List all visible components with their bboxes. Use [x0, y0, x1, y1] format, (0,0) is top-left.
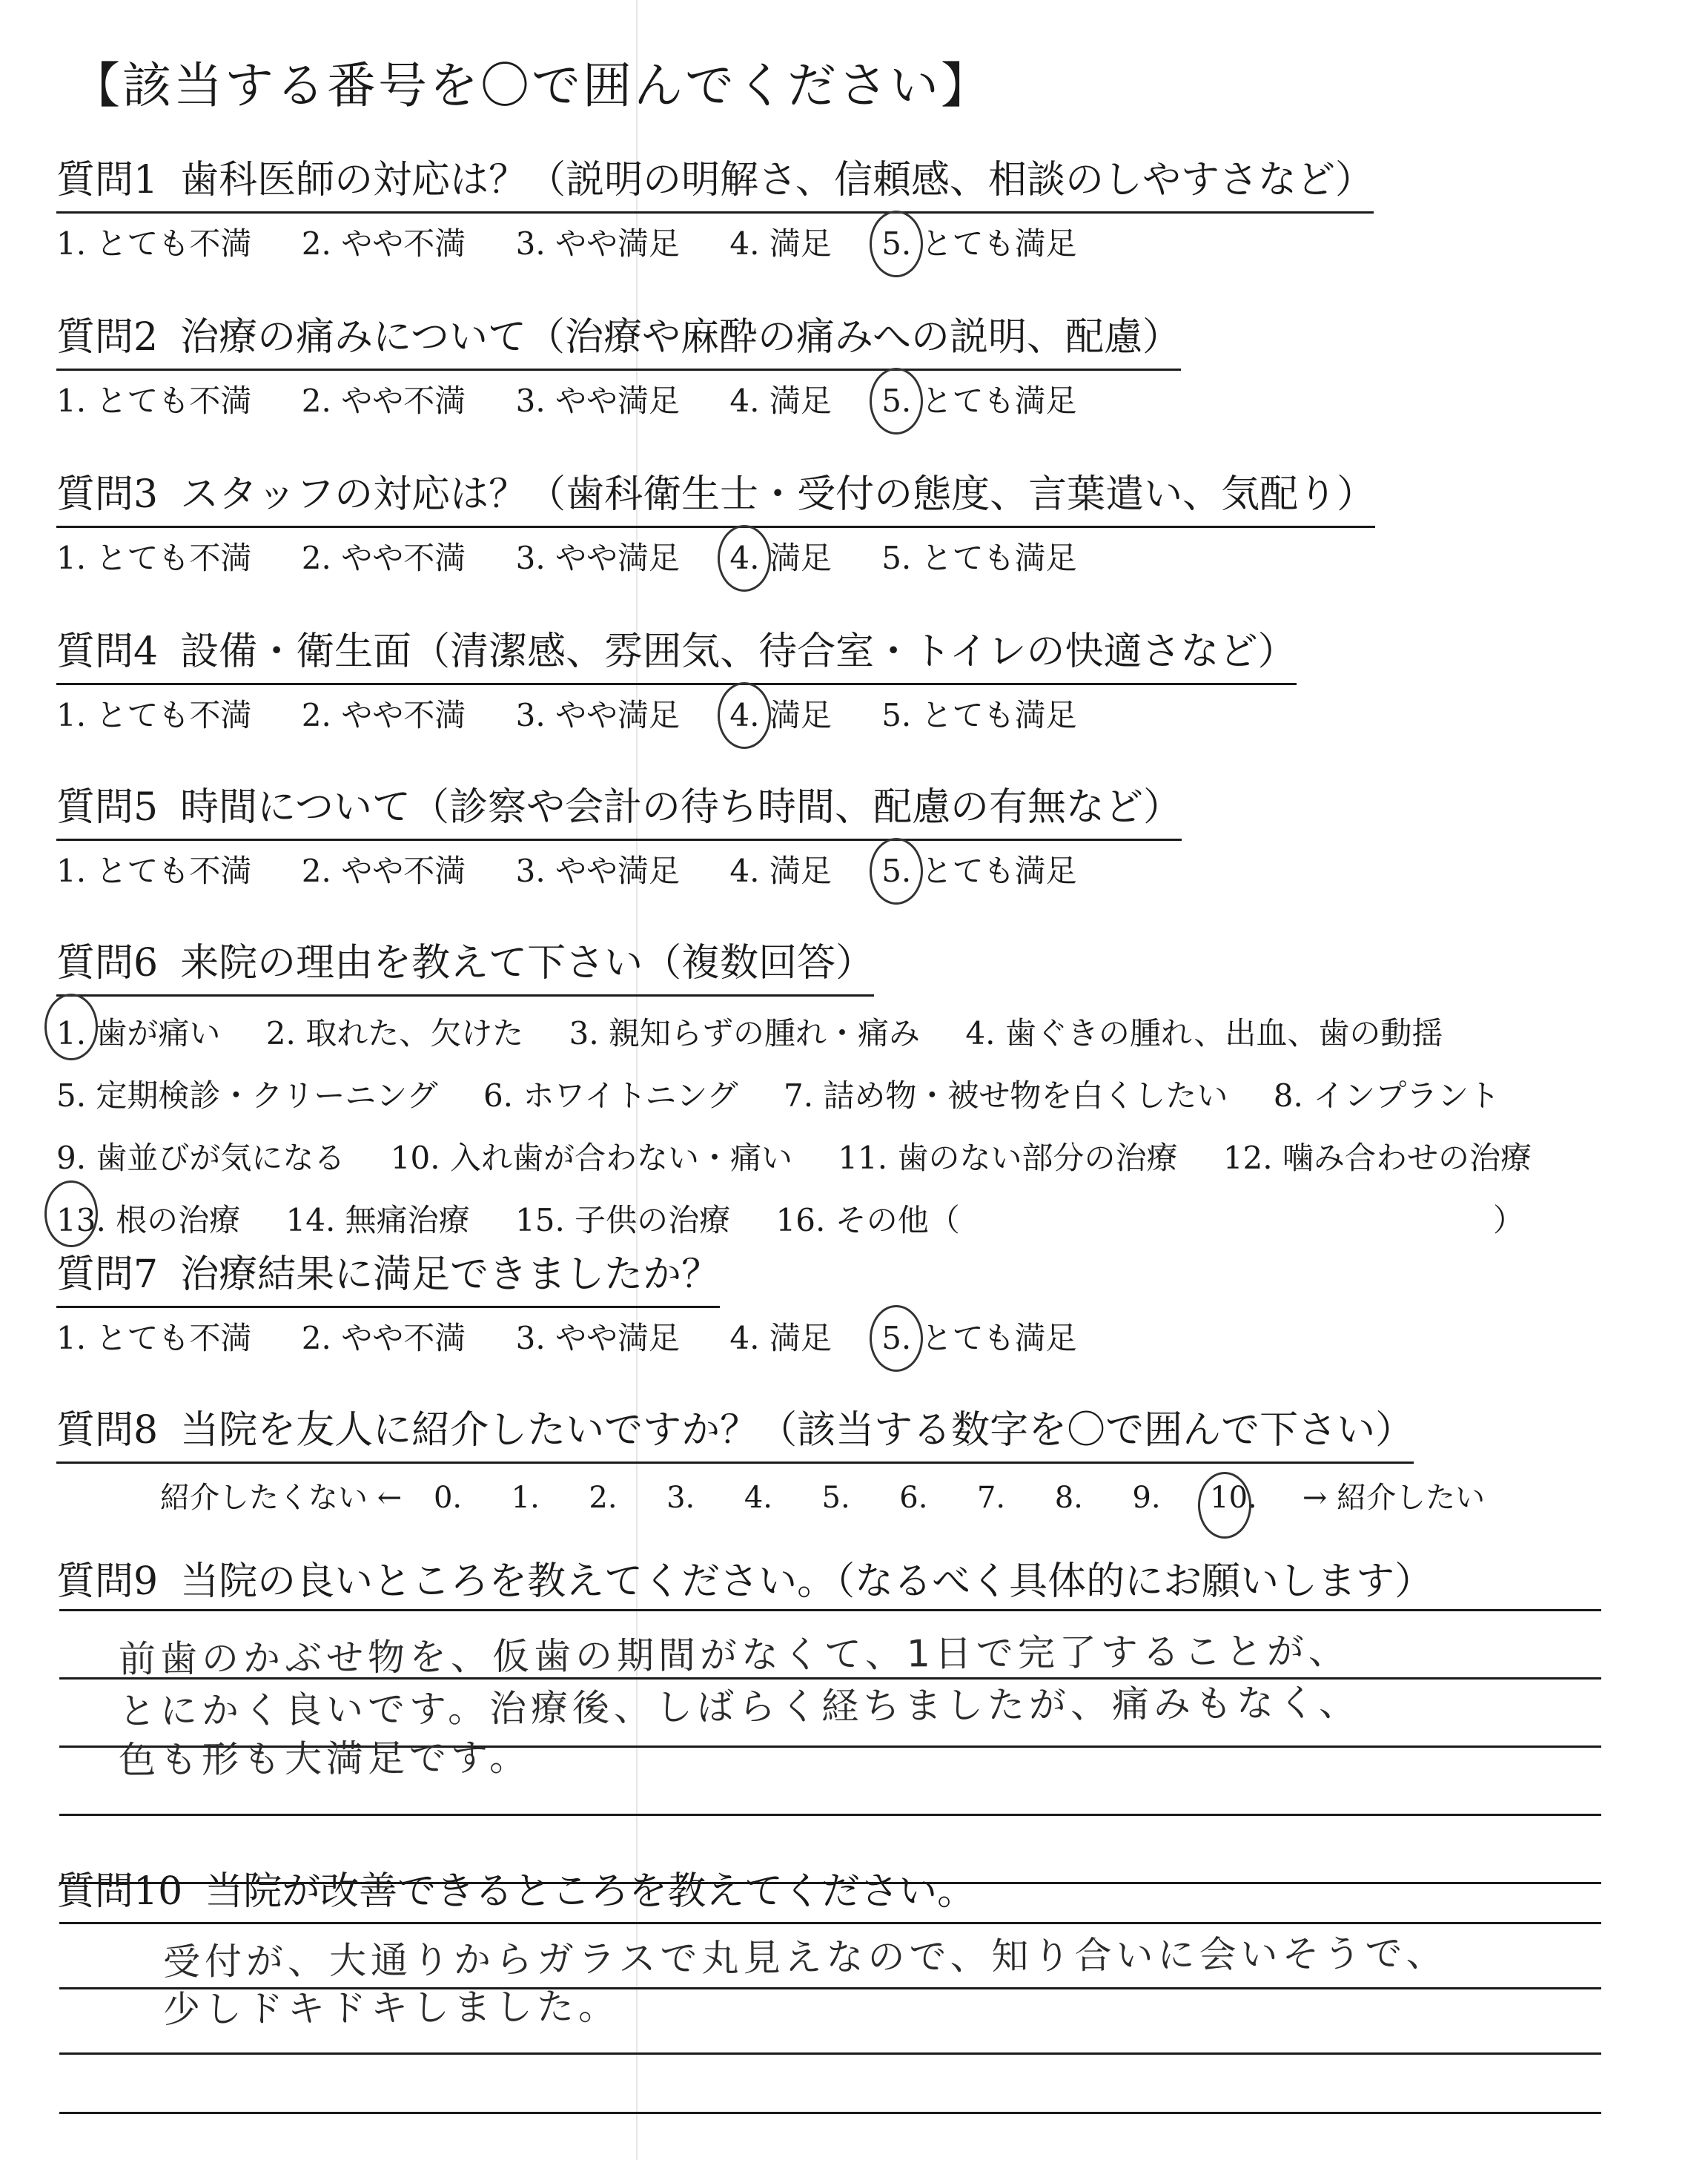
satisfaction-options: [56, 219, 1672, 264]
reason-option-14[interactable]: 14. 無痛治療: [285, 1202, 470, 1238]
question-text: 当院が改善できるところを教えてください。: [205, 1869, 976, 1914]
question-text: 歯科医師の対応は？（説明の明解さ、信頼感、相談のしやすさなど）: [180, 158, 1374, 202]
reason-option-12[interactable]: 12. 噛み合わせの治療: [1222, 1140, 1532, 1176]
option-5[interactable]: 5. とても満足: [881, 219, 1076, 264]
reason-option-8[interactable]: 8. インプラント: [1273, 1077, 1500, 1114]
option-3[interactable]: 3. やや満足: [515, 1320, 681, 1356]
option-3[interactable]: 3. やや満足: [515, 540, 681, 576]
question-number: 質問4: [56, 630, 159, 674]
option-1[interactable]: 1. とても不満: [56, 853, 252, 889]
question-number: 質問5: [56, 785, 159, 830]
question-heading: [56, 931, 874, 997]
scale-option-7[interactable]: 7.: [976, 1481, 1006, 1515]
option-1[interactable]: 1. とても不満: [56, 383, 252, 419]
option-3[interactable]: 3. やや満足: [515, 697, 681, 733]
reason-option-6[interactable]: 6. ホワイトニング: [483, 1077, 738, 1114]
question-heading: [56, 463, 1375, 528]
question-number: 質問9: [56, 1559, 159, 1604]
scale-option-1[interactable]: 1.: [511, 1481, 540, 1515]
question-heading: [56, 305, 1181, 371]
option-4[interactable]: 4. 満足: [729, 853, 832, 889]
question-text: 治療結果に満足できましたか？: [180, 1252, 721, 1297]
handwritten-answer-line: 色も形も大満足です。: [118, 1736, 532, 1782]
question-heading: [56, 776, 1182, 841]
question-text: 時間について（診察や会計の待ち時間、配慮の有無など）: [180, 785, 1182, 830]
question-6: [56, 931, 1672, 1252]
option-3[interactable]: 3. やや満足: [515, 225, 681, 262]
reason-option-7[interactable]: 7. 詰め物・被せ物を白くしたい: [783, 1077, 1228, 1114]
question-heading: [56, 1398, 1414, 1464]
reason-option-3[interactable]: 3. 親知らずの腫れ・痛み: [569, 1015, 921, 1051]
reason-option-2[interactable]: 2. 取れた、欠けた: [265, 1015, 524, 1051]
ruled-line: [59, 2052, 1601, 2055]
reason-row: [56, 1003, 1672, 1065]
question-heading: [56, 148, 1374, 214]
option-5[interactable]: 5. とても満足: [881, 1314, 1076, 1358]
reason-row: [56, 1127, 1672, 1189]
option-2[interactable]: 2. やや不満: [301, 225, 466, 262]
scale-option-3[interactable]: 3.: [666, 1481, 695, 1515]
question-number: 質問6: [56, 941, 159, 985]
question-3: [56, 463, 1672, 578]
scale-option-10[interactable]: 10.: [1210, 1481, 1278, 1515]
question-text: 設備・衛生面（清潔感、雰囲気、待合室・トイレの快適さなど）: [180, 630, 1297, 674]
question-heading: [56, 1860, 976, 1923]
question-7: [56, 1243, 1672, 1358]
reason-option-10[interactable]: 10. 入れ歯が合わない・痛い: [390, 1140, 792, 1176]
scale-option-5[interactable]: 5.: [821, 1481, 850, 1515]
question-number: 質問3: [56, 472, 159, 517]
option-1[interactable]: 1. とても不満: [56, 225, 252, 262]
question-number: 質問1: [56, 158, 159, 202]
handwritten-answer-line: 前歯のかぶせ物を、仮歯の期間がなくて、1日で完了することが、: [118, 1629, 1351, 1681]
question-1: [56, 148, 1672, 264]
question-heading: [56, 1550, 1433, 1613]
question-number: 質問10: [56, 1869, 183, 1914]
option-4[interactable]: 4. 満足: [729, 383, 832, 419]
option-1[interactable]: 1. とても不満: [56, 697, 252, 733]
option-5[interactable]: 5. とても満足: [881, 697, 1077, 733]
question-2: [56, 305, 1672, 421]
reason-option-9[interactable]: 9. 歯並びが気になる: [56, 1140, 345, 1176]
scale-option-2[interactable]: 2.: [589, 1481, 618, 1515]
option-4[interactable]: 4. 満足: [729, 691, 831, 736]
question-10: [56, 1860, 1672, 1923]
question-text: スタッフの対応は？（歯科衛生士・受付の態度、言葉遣い、気配り）: [180, 472, 1376, 517]
question-heading: [56, 1243, 720, 1308]
scale-option-4[interactable]: 4.: [744, 1481, 772, 1515]
reason-options: [56, 1003, 1672, 1252]
option-4[interactable]: 4. 満足: [729, 1320, 832, 1356]
question-number: 質問2: [56, 315, 159, 360]
scale-right-label: → 紹介したい: [1302, 1481, 1486, 1515]
reason-row: [56, 1065, 1672, 1127]
question-text: 来院の理由を教えて下さい（複数回答）: [180, 941, 875, 985]
option-2[interactable]: 2. やや不満: [301, 853, 466, 889]
option-5[interactable]: 5. とても満足: [881, 847, 1076, 891]
satisfaction-options: [56, 847, 1672, 891]
question-8: [56, 1398, 1672, 1516]
satisfaction-options: [56, 377, 1672, 421]
scale-option-6[interactable]: 6.: [899, 1481, 928, 1515]
other-close-paren: ）: [1493, 1202, 1525, 1238]
option-3[interactable]: 3. やや満足: [515, 383, 681, 419]
option-3[interactable]: 3. やや満足: [515, 853, 681, 889]
page-title: 【該当する番号を〇で囲んでください】: [71, 57, 992, 114]
option-2[interactable]: 2. やや不満: [301, 697, 466, 733]
scale-option-9[interactable]: 9.: [1132, 1481, 1161, 1515]
question-4: [56, 620, 1672, 736]
reason-option-5[interactable]: 5. 定期検診・クリーニング: [56, 1077, 438, 1114]
ruled-line: [59, 2112, 1601, 2114]
satisfaction-options: [56, 534, 1672, 578]
question-5: [56, 776, 1672, 891]
question-9: [56, 1550, 1672, 1613]
option-4[interactable]: 4. 満足: [729, 225, 832, 262]
question-text: 治療の痛みについて（治療や麻酔の痛みへの説明、配慮）: [180, 315, 1182, 360]
option-2[interactable]: 2. やや不満: [301, 383, 466, 419]
question-number: 質問7: [56, 1252, 159, 1297]
ruled-line: [59, 1609, 1601, 1611]
option-2[interactable]: 2. やや不満: [301, 540, 466, 576]
satisfaction-options: [56, 691, 1672, 736]
handwritten-answer-line: 受付が、大通りからガラスで丸見えなので、知り合いに会いそうで、: [162, 1931, 1448, 1984]
scale-option-0[interactable]: 0.: [433, 1481, 463, 1515]
option-5[interactable]: 5. とても満足: [881, 377, 1076, 421]
scale-option-8[interactable]: 8.: [1054, 1481, 1083, 1515]
handwritten-answer-line: とにかく良いです。治療後、しばらく経ちましたが、痛みもなく、: [118, 1681, 1361, 1733]
handwritten-answer-line: 少しドキドキしました。: [162, 1984, 620, 2032]
satisfaction-options: [56, 1314, 1672, 1358]
option-2[interactable]: 2. やや不満: [301, 1320, 466, 1356]
question-heading: [56, 620, 1297, 685]
reason-option-4[interactable]: 4. 歯ぐきの腫れ、出血、歯の動揺: [965, 1015, 1443, 1051]
reason-option-11[interactable]: 11. 歯のない部分の治療: [838, 1140, 1178, 1176]
recommend-scale: [56, 1474, 1672, 1516]
option-5[interactable]: 5. とても満足: [881, 540, 1077, 576]
question-text: 当院の良いところを教えてください。（なるべく具体的にお願いします）: [180, 1559, 1434, 1604]
reason-option-13[interactable]: 13. 根の治療: [56, 1189, 240, 1252]
ruled-line: [59, 1814, 1601, 1816]
option-1[interactable]: 1. とても不満: [56, 1320, 252, 1356]
question-number: 質問8: [56, 1408, 159, 1453]
reason-option-1[interactable]: 1. 歯が痛い: [56, 1003, 220, 1065]
option-4[interactable]: 4. 満足: [729, 534, 831, 578]
reason-option-15[interactable]: 15. 子供の治療: [515, 1202, 731, 1238]
reason-option-16[interactable]: 16. その他（: [775, 1202, 960, 1238]
option-1[interactable]: 1. とても不満: [56, 540, 252, 576]
question-text: 当院を友人に紹介したいですか？（該当する数字を〇で囲んで下さい）: [180, 1408, 1414, 1453]
scale-left-label: 紹介したくない ←: [160, 1481, 403, 1515]
